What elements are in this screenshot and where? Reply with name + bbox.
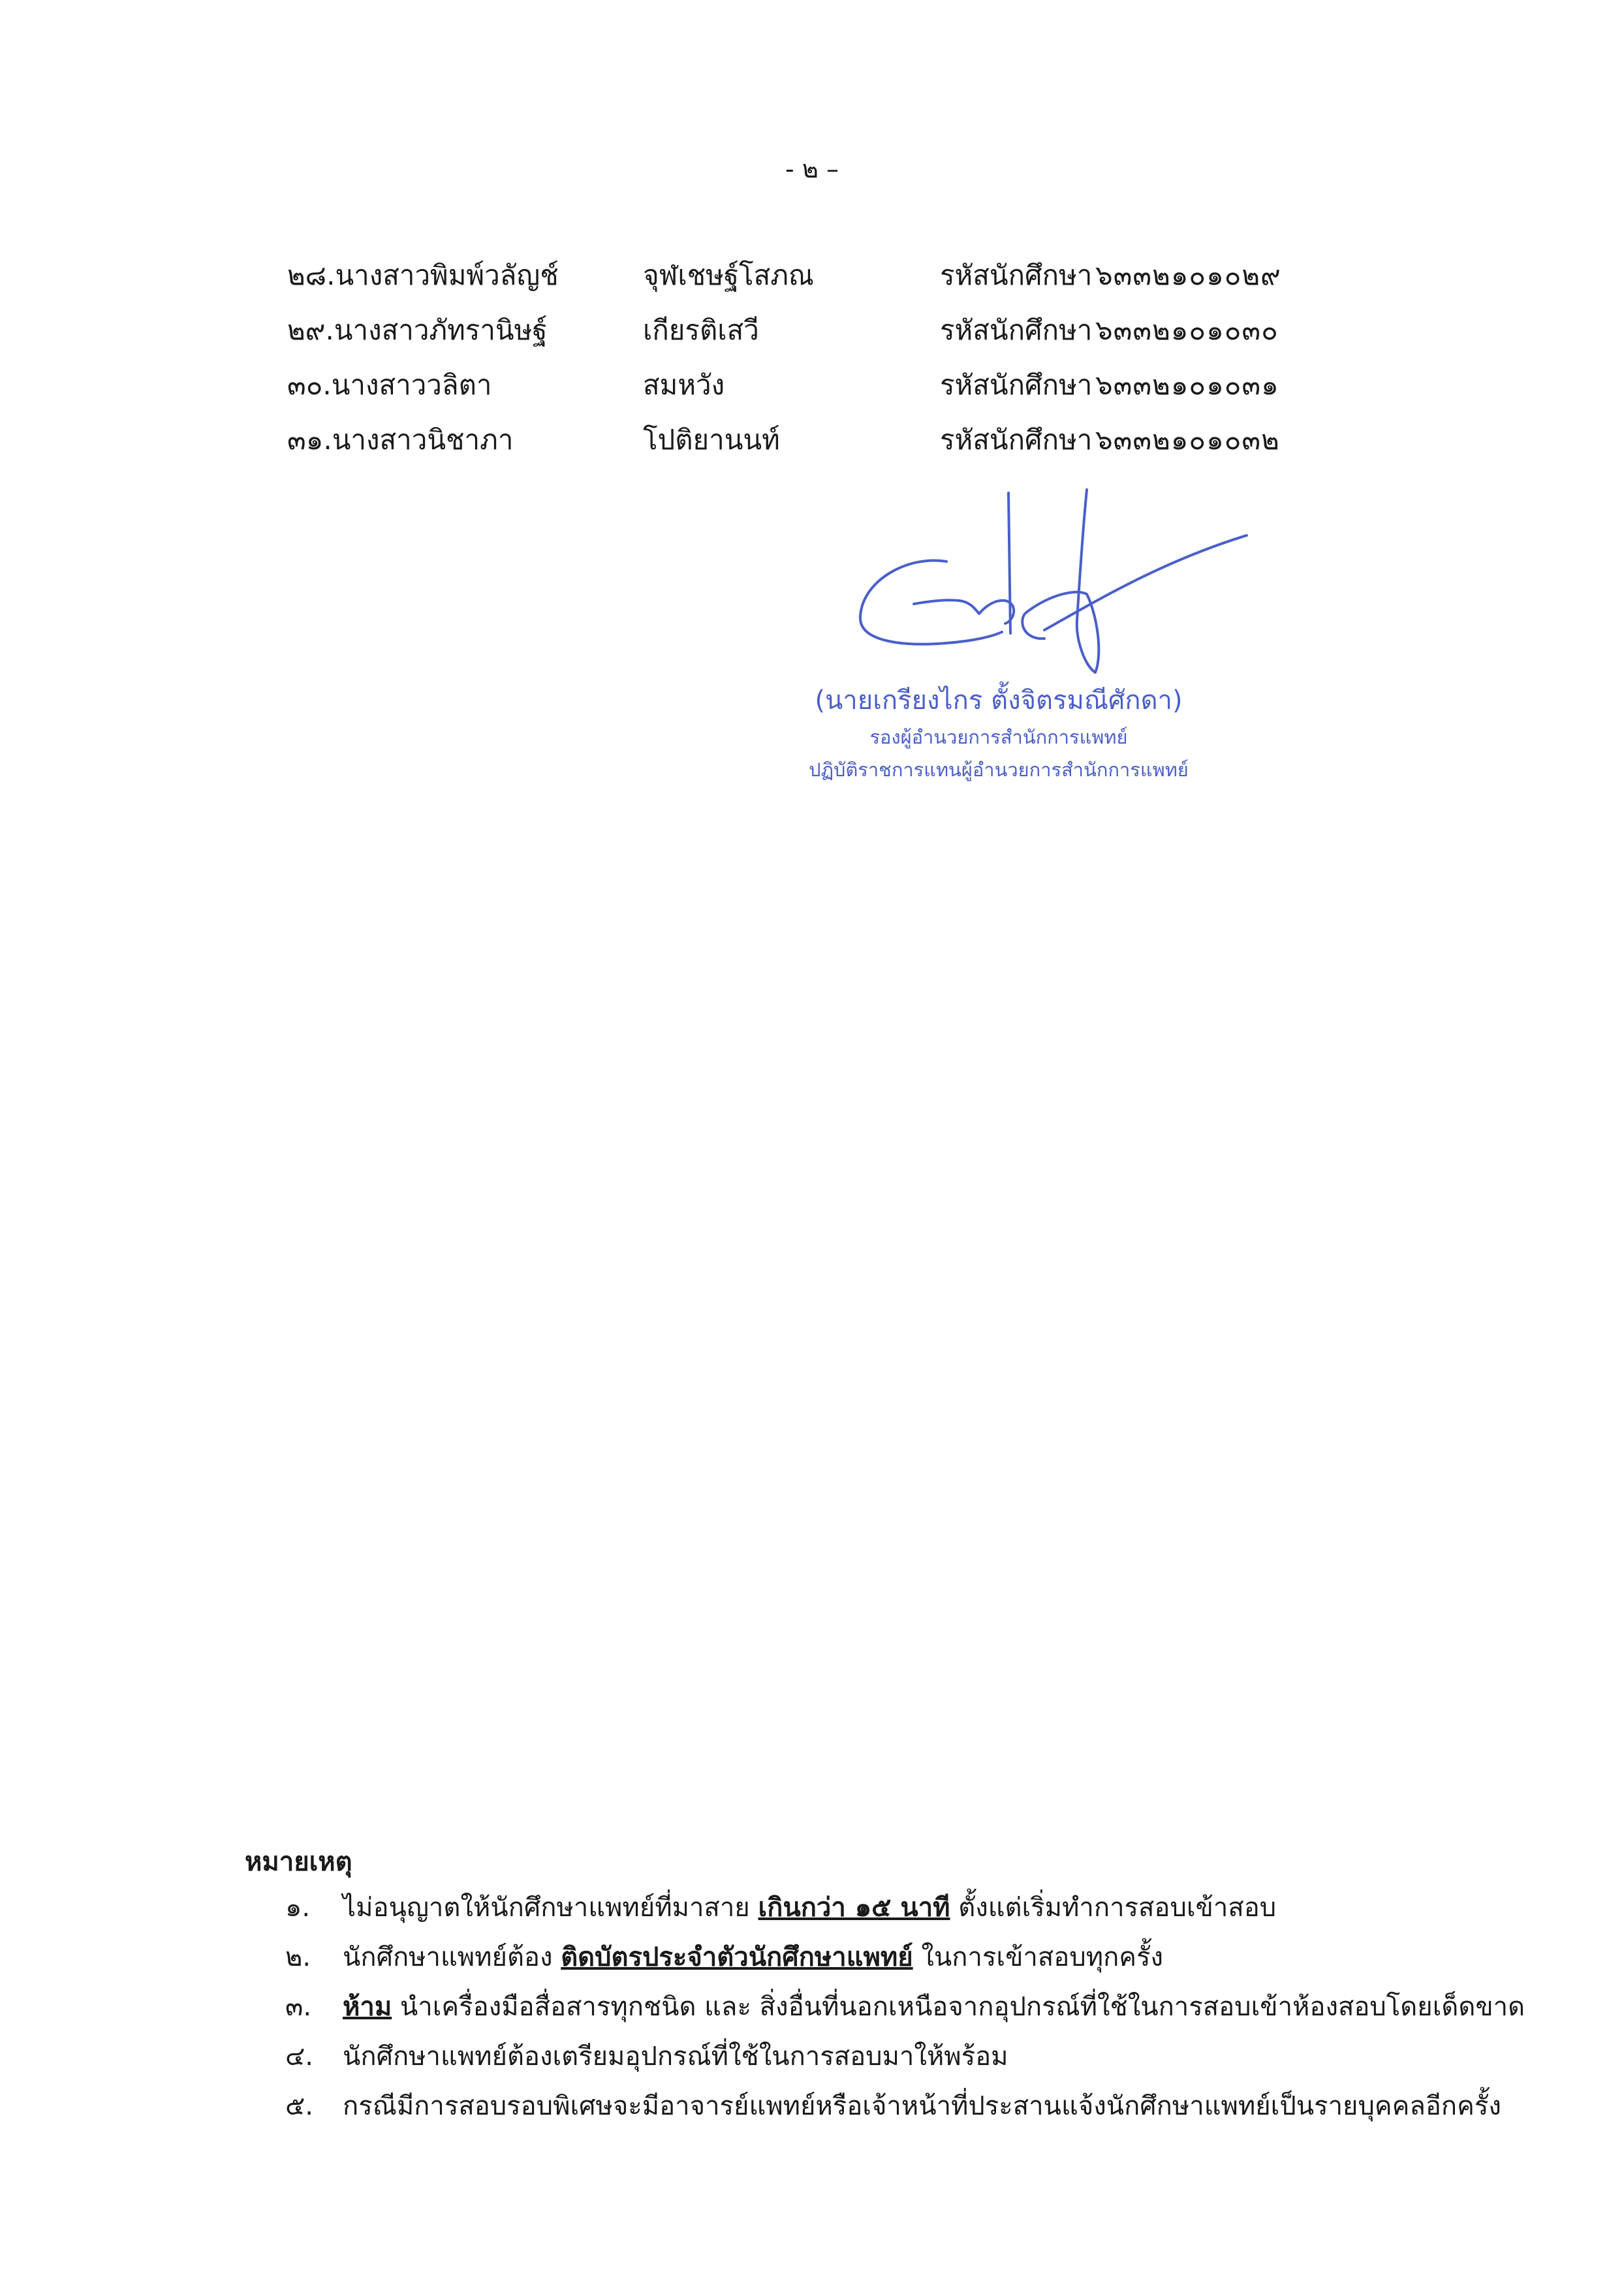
remark-emphasis: ติดบัตรประจำตัวนักศึกษาแพทย์: [561, 1942, 913, 1972]
student-id-label: รหัสนักศึกษา: [940, 369, 1093, 401]
student-id: ๖๓๓๒๑๐๑๐๓๒: [1095, 424, 1280, 456]
signature-block: [751, 483, 1247, 797]
student-last-name: จุฬเชษฐ์โสภณ: [643, 259, 814, 291]
remark-emphasis: ห้าม: [343, 1992, 392, 2022]
signatory-name: (นายเกรียงไกร ตั้งจิตรมณีศักดา): [815, 686, 1183, 716]
student-id: ๖๓๓๒๑๐๑๐๓๑: [1095, 369, 1279, 401]
remark-number: ๔.: [285, 2042, 313, 2072]
remark-text: [343, 2087, 1501, 2126]
student-last-name: เกียรติเสวี: [643, 314, 759, 346]
remark-number: ๒.: [285, 1942, 311, 1972]
remark-text-before: นักศึกษาแพทย์ต้องเตรียมอุปกรณ์ที่ใช้ในการสอบมาให้พร้อม: [343, 2042, 1008, 2072]
signatory-acting-position: ปฏิบัติราชการแทนผู้อำนวยการสำนักการแพทย์: [809, 759, 1189, 781]
remark-item: [245, 2037, 1518, 2087]
signatory-position: รองผู้อำนวยการสำนักการแพทย์: [869, 726, 1128, 748]
student-id: ๖๓๓๒๑๐๑๐๓๐: [1095, 314, 1279, 346]
remark-number: ๓.: [285, 1992, 312, 2022]
student-first-name: ๓๐.นางสาววลิตา: [287, 369, 492, 401]
student-first-name: ๒๙.นางสาวภัทรานิษฐ์: [287, 314, 548, 346]
remark-text: [343, 1888, 1276, 1927]
remark-text-before: ไม่อนุญาตให้นักศึกษาแพทย์ที่มาสาย: [343, 1893, 758, 1923]
remark-text: [343, 1987, 1525, 2027]
remark-number: ๑.: [285, 1893, 311, 1923]
page-number: - ๒ –: [785, 155, 839, 183]
handwritten-signature: [849, 483, 1253, 679]
remark-text: [343, 2037, 1008, 2076]
student-id: ๖๓๓๒๑๐๑๐๒๙: [1095, 259, 1281, 291]
remark-item: [245, 2087, 1518, 2136]
remark-text-after: นำเครื่องมือสื่อสารทุกชนิด และ สิ่งอื่นที่นอกเหนือจากอุปกรณ์ที่ใช้ในการสอบเข้าห้องสอบโดยเด็ดขาด: [392, 1992, 1525, 2022]
student-row: [287, 311, 1397, 366]
student-row: [287, 420, 1397, 475]
student-last-name: โปติยานนท์: [643, 424, 780, 456]
remark-number: ๕.: [285, 2091, 313, 2121]
remark-item: [245, 1987, 1525, 2037]
student-last-name: สมหวัง: [643, 369, 725, 401]
student-id-label: รหัสนักศึกษา: [940, 424, 1093, 456]
remark-text-before: นักศึกษาแพทย์ต้อง: [343, 1942, 561, 1972]
student-list: [287, 256, 1397, 475]
remark-item: [245, 1888, 1518, 1938]
student-first-name: ๒๘.นางสาวพิมพ์วลัญช์: [287, 259, 559, 291]
remark-text-after: ตั้งแต่เริ่มทำการสอบเข้าสอบ: [950, 1893, 1277, 1923]
student-row: [287, 256, 1397, 311]
remark-text-before: กรณีมีการสอบรอบพิเศษจะมีอาจารย์แพทย์หรือเจ้าหน้าที่ประสานแจ้งนักศึกษาแพทย์เป็นรายบุคคลอีกครั้ง: [343, 2091, 1501, 2121]
student-id-label: รหัสนักศึกษา: [940, 314, 1093, 346]
student-id-label: รหัสนักศึกษา: [940, 259, 1093, 291]
remarks-section: [245, 1842, 1525, 2136]
remarks-title: หมายเหตุ: [245, 1847, 352, 1877]
remark-text: [343, 1938, 1163, 1977]
remark-text-after: ในการเข้าสอบทุกครั้ง: [913, 1942, 1164, 1972]
remark-emphasis: เกินกว่า ๑๕ นาที: [758, 1893, 950, 1923]
student-row: [287, 366, 1397, 420]
remark-item: [245, 1938, 1518, 1987]
student-first-name: ๓๑.นางสาวนิชาภา: [287, 424, 514, 456]
